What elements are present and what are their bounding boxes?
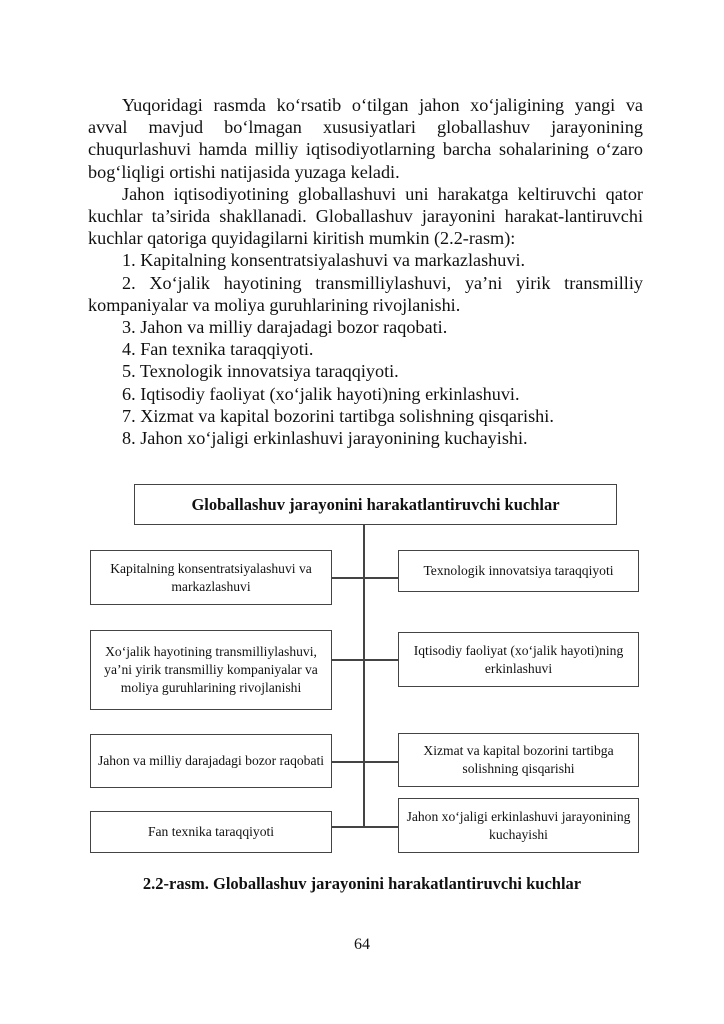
body-text (88, 94, 643, 449)
box-label: Jahon xo‘jaligi erkinlashuvi jarayonining kuchayishi (406, 808, 631, 842)
box-label: Iqtisodiy faoliyat (xo‘jalik hayoti)ning erkinlashuvi (413, 642, 624, 676)
connector-line (331, 761, 398, 763)
box-label: Xizmat va kapital bozorini tartibga solishning qisqarishi (423, 743, 614, 776)
figure-caption: 2.2-rasm. Globallashuv jarayonini harakatlantiruvchi kuchlar (142, 874, 582, 893)
list-item: 6. Iqtisodiy faoliyat (xo‘jalik hayoti)ning erkinlashuvi. (122, 383, 520, 404)
list-item: 1. Kapitalning konsentratsiyalashuvi va markazlashuvi. (122, 250, 526, 271)
left-box (90, 550, 332, 605)
box-label: Jahon va milliy darajadagi bozor raqobati (97, 753, 325, 768)
list-item: 5. Texnologik innovatsiya taraqqiyoti. (122, 361, 399, 382)
right-box (398, 632, 639, 687)
connector-line (331, 577, 398, 579)
right-box (398, 550, 639, 592)
list-item: 2. Xo‘jalik hayotining transmilliylashuvi, ya’ni yirik transmilliy kompaniyalar va moliya guruhlarining rivojlanishi. (88, 272, 643, 315)
right-box (398, 733, 639, 787)
left-box (90, 734, 332, 788)
list-item: 3. Jahon va milliy darajadagi bozor raqobati. (122, 317, 448, 338)
box-label: Fan texnika taraqqiyoti (147, 824, 275, 839)
page-number: 64 (354, 936, 370, 953)
trunk-line (363, 524, 365, 827)
list-item: 7. Xizmat va kapital bozorini tartibga solishning qisqarishi. (122, 405, 554, 426)
diagram-title: Globallashuv jarayonini harakatlantiruvchi kuchlar (191, 494, 560, 514)
paragraph-2: Jahon iqtisodiyotining globallashuvi uni harakatga keltiruvchi qator kuchlar ta’sirida shakllanadi. Globallashuv jarayonini harakat-lantiruvchi kuchlar qatoriga quyidagilarni kiritish mumkin (2.2-rasm): (88, 183, 643, 249)
box-label: Texnologik innovatsiya taraqqiyoti (423, 563, 614, 578)
left-box (90, 630, 332, 710)
connector-line (331, 826, 398, 828)
right-box (398, 798, 639, 853)
paragraph-1: Yuqoridagi rasmda ko‘rsatib o‘tilgan jahon xo‘jaligining yangi va avval mavjud bo‘lmagan xususiyatlari globallashuv jarayonining chuqurlashuvi hamda milliy iqtisodiyotlarning barcha sohalarining o‘zaro bog‘liqligi ortishi natijasida yuzaga keladi. (88, 95, 643, 182)
diagram-title-box (134, 484, 617, 525)
box-label: Xo‘jalik hayotining transmilliylashuvi, ya’ni yirik transmilliy kompaniyalar va moliya guruhlarining rivojlanishi (104, 644, 318, 695)
list-item: 8. Jahon xo‘jaligi erkinlashuvi jarayonining kuchayishi. (122, 428, 528, 449)
box-label: Kapitalning konsentratsiyalashuvi va markazlashuvi (110, 560, 312, 594)
connector-line (331, 659, 398, 661)
list-item: 4. Fan texnika taraqqiyoti. (122, 339, 314, 360)
left-box (90, 811, 332, 853)
